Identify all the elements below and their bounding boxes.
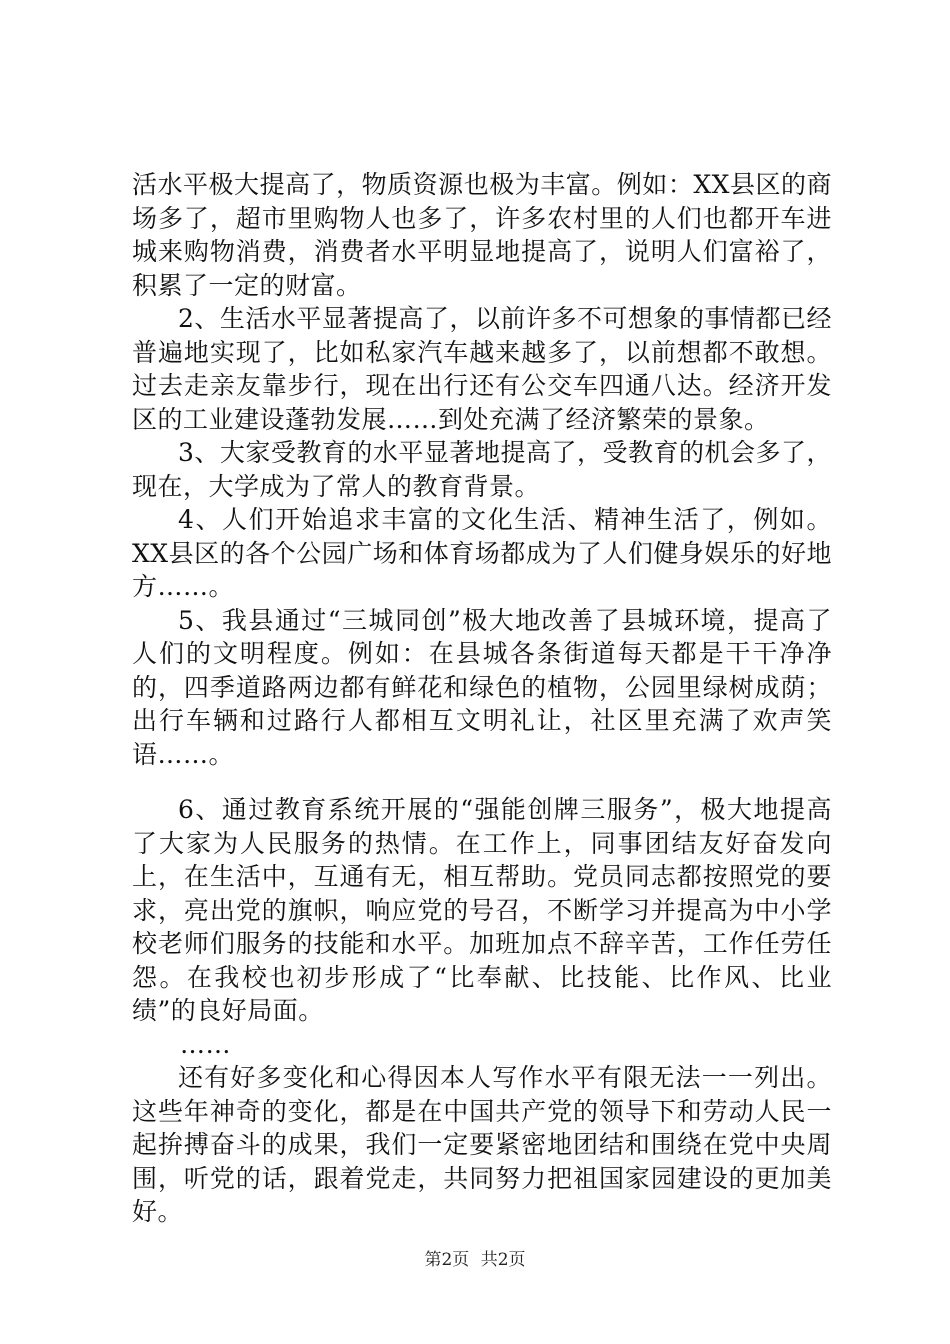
- paragraph-item-2: 2、生活水平显著提高了，以前许多不可想象的事情都已经普遍地实现了，比如私家汽车越来越多了，以前想都不敢想。过去走亲友靠步行，现在出行还有公交车四通八达。经济开发区的工业建设蓬勃发展……到处充满了经济繁荣的景象。: [132, 304, 832, 434]
- document-body: [132, 168, 832, 1229]
- paragraph-ellipsis: ……: [180, 1029, 231, 1059]
- paragraph-continuation: 活水平极大提高了，物质资源也极为丰富。例如：XX县区的商场多了，超市里购物人也多了，许多农村里的人们也都开车进城来购物消费，消费者水平明显地提高了，说明人们富裕了，积累了一定的财富。: [132, 170, 832, 300]
- page-number-current: 第2页: [424, 1250, 470, 1270]
- paragraph-conclusion: 还有好多变化和心得因本人写作水平有限无法一一列出。这些年神奇的变化，都是在中国共产党的领导下和劳动人民一起拚搏奋斗的成果，我们一定要紧密地团结和围绕在党中央周围，听党的话，跟着党走，共同努力把祖国家园建设的更加美好。: [132, 1063, 832, 1226]
- paragraph-item-4: 4、人们开始追求丰富的文化生活、精神生活了，例如。XX县区的各个公园广场和体育场都成为了人们健身娱乐的好地方……。: [132, 505, 832, 601]
- paragraph-item-6: 6、通过教育系统开展的“强能创牌三服务”，极大地提高了大家为人民服务的热情。在工作上，同事团结友好奋发向上，在生活中，互通有无，相互帮助。党员同志都按照党的要求，亮出党的旗帜，响应党的号召，不断学习并提高为中小学校老师们服务的技能和水平。加班加点不辞辛苦，工作任劳任怨。在我校也初步形成了“比奉献、比技能、比作风、比业绩”的良好局面。: [132, 795, 832, 1025]
- page-footer: [0, 1245, 950, 1270]
- page-number-total: 共2页: [480, 1250, 526, 1270]
- paragraph-item-3: 3、大家受教育的水平显著地提高了，受教育的机会多了，现在，大学成为了常人的教育背景。: [132, 438, 832, 501]
- paragraph-item-5: 5、我县通过“三城同创”极大地改善了县城环境，提高了人们的文明程度。例如：在县城各条街道每天都是干干净净的，四季道路两边都有鲜花和绿色的植物，公园里绿树成荫；出行车辆和过路行人都相互文明礼让，社区里充满了欢声笑语……。: [132, 605, 832, 769]
